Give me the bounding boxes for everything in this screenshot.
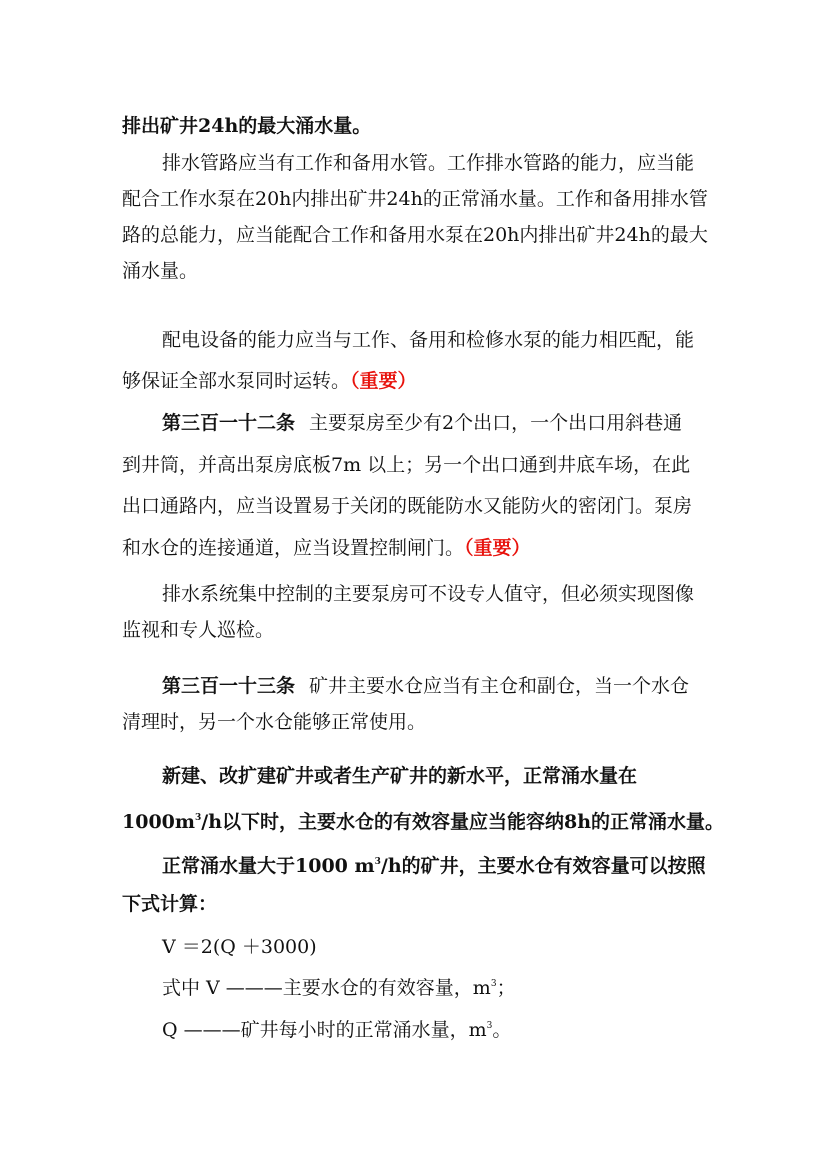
line-text: 。 <box>492 1019 512 1041</box>
superscript: 3 <box>195 813 202 823</box>
text-line <box>122 536 531 560</box>
text-line: 配合工作水泵在20h内排出矿井24h的正常涌水量。工作和备用排水管 <box>122 188 708 210</box>
formula: V ＝2(Q ＋3000) <box>162 936 317 958</box>
text-line: 涌水量。 <box>122 260 199 282</box>
article-heading: 第三百一十二条 <box>162 412 296 434</box>
text-line: 路的总能力，应当能配合工作和备用水泵在20h内排出矿井24h的最大 <box>122 224 708 246</box>
text-line: 出口通路内，应当设置易于关闭的既能防水又能防火的密闭门。泵房 <box>122 495 693 517</box>
important-tag: （重要） <box>464 537 531 559</box>
line-text: /h以下时，主要水仓的有效容量应当能容纳8h的正常涌水量。 <box>201 811 725 833</box>
article-heading: 第三百一十三条 <box>162 675 296 697</box>
line-text: 够保证全部水泵同时运转。 <box>122 370 351 392</box>
line-text: 和水仓的连接通道，应当设置控制闸门。 <box>122 537 465 559</box>
formula-definition-q <box>162 1014 511 1042</box>
paragraph-new-mines: 新建、改扩建矿井或者生产矿井的新水平，正常涌水量在 <box>162 765 638 787</box>
text-line: 监视和专人巡检。 <box>122 619 275 641</box>
formula-definition-v <box>162 972 516 1000</box>
text-line: 到井筒，并高出泵房底板7m 以上；另一个出口通到井底车场，在此 <box>122 454 691 476</box>
line-text: ； <box>496 977 516 999</box>
line-text: /h的矿井，主要水仓有效容量可以按照 <box>380 855 706 877</box>
line-text: 式中 V ———主要水仓的有效容量，m <box>162 977 491 999</box>
text-line: 清理时，另一个水仓能够正常使用。 <box>122 711 427 733</box>
paragraph-power-equipment: 配电设备的能力应当与工作、备用和检修水泵的能力相匹配，能 <box>162 329 695 351</box>
text-line <box>122 369 417 393</box>
superscript: 3 <box>486 1021 493 1031</box>
text-line: 排出矿井24h的最大涌水量。 <box>122 115 372 137</box>
superscript: 3 <box>490 979 497 989</box>
line-text: 1000m <box>122 811 195 833</box>
paragraph-central-control: 排水系统集中控制的主要泵房可不设专人值守，但必须实现图像 <box>162 583 695 605</box>
superscript: 3 <box>374 857 381 867</box>
paragraph-large-inflow <box>162 850 706 878</box>
article-312 <box>162 411 682 435</box>
important-tag: （重要） <box>350 370 417 392</box>
text-line <box>122 806 724 834</box>
text-line: 下式计算： <box>122 893 218 915</box>
line-text: 正常涌水量大于1000 m <box>162 855 375 877</box>
line-text: Q ———矿井每小时的正常涌水量，m <box>162 1019 487 1041</box>
line-text: 主要泵房至少有2个出口，一个出口用斜巷通 <box>309 412 683 434</box>
paragraph-drainage-pipes: 排水管路应当有工作和备用水管。工作排水管路的能力，应当能 <box>162 152 695 174</box>
article-313 <box>162 674 689 698</box>
line-text: 矿井主要水仓应当有主仓和副仓，当一个水仓 <box>309 675 690 697</box>
